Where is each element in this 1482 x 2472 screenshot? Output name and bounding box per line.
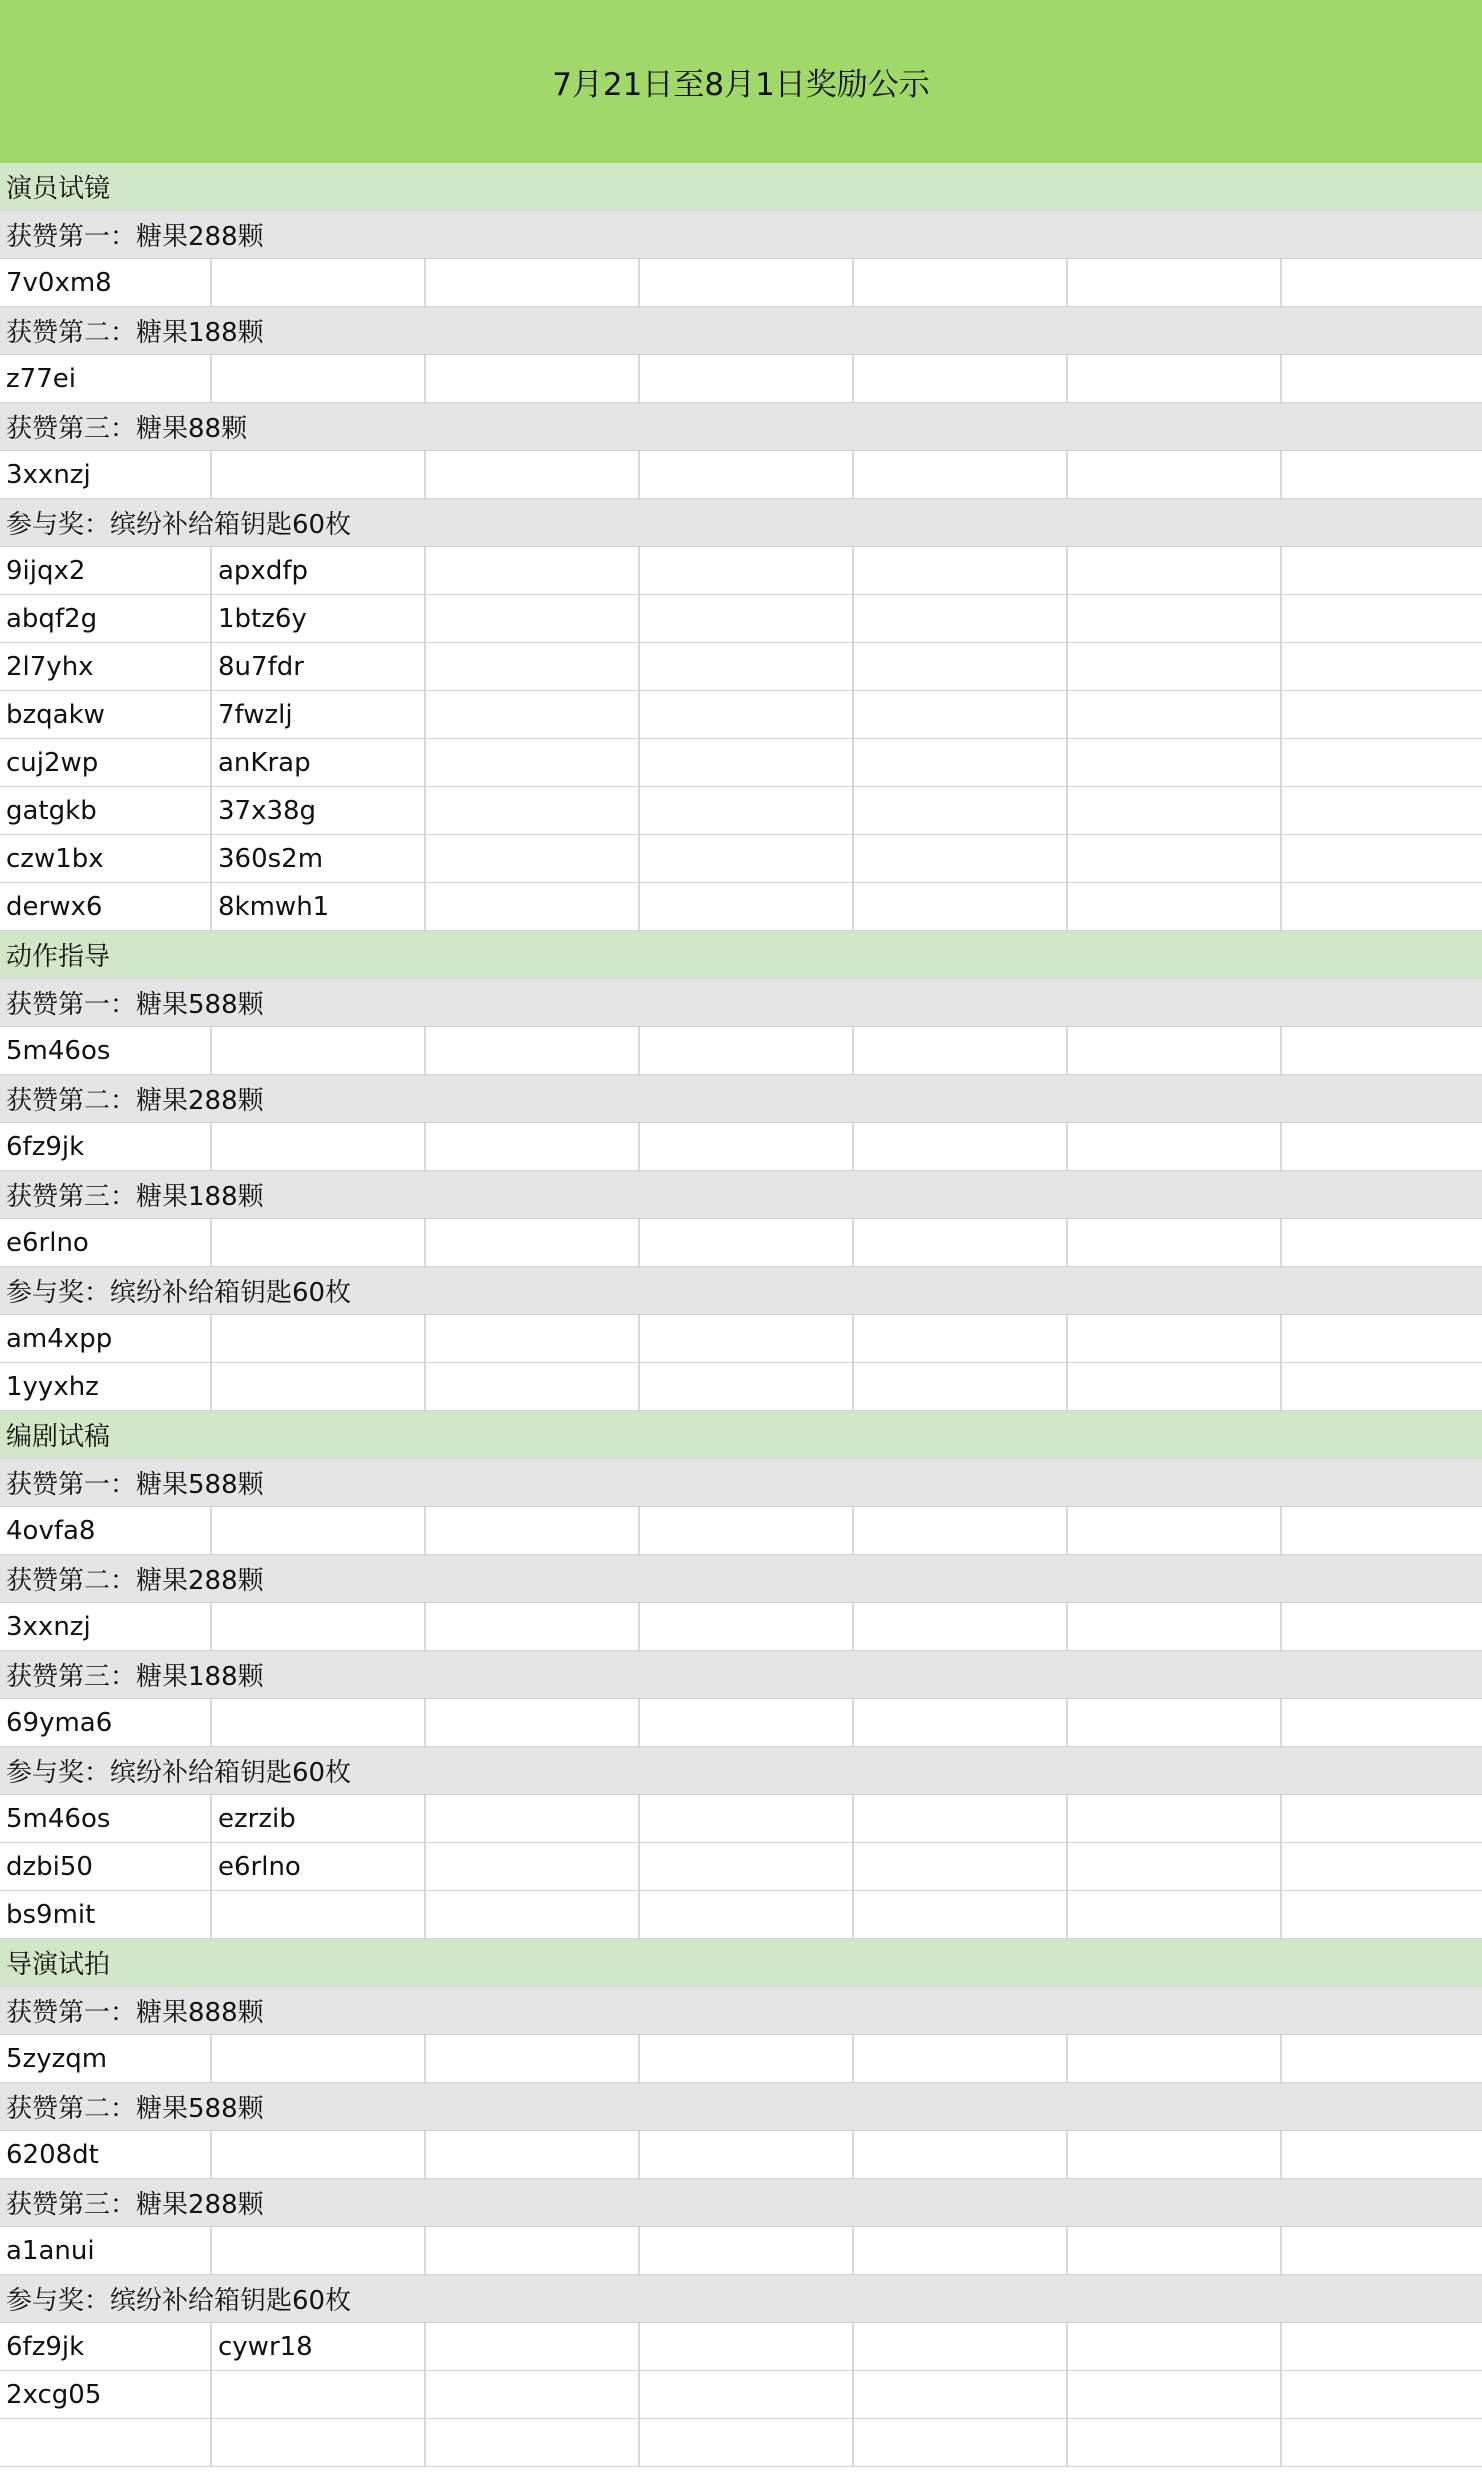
table-cell[interactable] <box>854 2131 1068 2178</box>
table-cell[interactable]: 2xcg05 <box>0 2371 212 2418</box>
table-cell[interactable] <box>426 883 640 930</box>
prize-title: 获赞第一：糖果588颗 <box>6 990 264 1020</box>
prize-header-row <box>0 2179 1482 2227</box>
table-cell[interactable]: 37x38g <box>212 787 426 834</box>
category-header-row <box>0 163 1482 211</box>
table-cell[interactable] <box>1282 2131 1470 2178</box>
category-title: 演员试镜 <box>6 174 111 204</box>
table-cell[interactable]: 1btz6y <box>212 595 426 642</box>
table-cell[interactable] <box>1068 835 1282 882</box>
table-cell[interactable] <box>1282 787 1470 834</box>
table-cell[interactable] <box>640 1843 854 1890</box>
table-cell[interactable] <box>854 1219 1068 1266</box>
table-cell[interactable] <box>1282 883 1470 930</box>
table-cell[interactable] <box>426 691 640 738</box>
table-cell[interactable] <box>854 595 1068 642</box>
table-cell[interactable] <box>640 835 854 882</box>
table-cell[interactable] <box>1068 1123 1282 1170</box>
winner-row <box>0 691 1482 739</box>
winner-row <box>0 2035 1482 2083</box>
table-cell[interactable]: 3xxnzj <box>0 451 212 498</box>
winner-row <box>0 1219 1482 1267</box>
table-cell[interactable]: gatgkb <box>0 787 212 834</box>
table-cell[interactable] <box>1068 1315 1282 1362</box>
table-cell[interactable]: 8kmwh1 <box>212 883 426 930</box>
table-cell[interactable] <box>640 1507 854 1554</box>
table-cell[interactable]: 6fz9jk <box>0 2323 212 2370</box>
prize-title: 获赞第三：糖果288颗 <box>6 2190 264 2220</box>
table-cell[interactable] <box>854 691 1068 738</box>
prize-title: 获赞第三：糖果188颗 <box>6 1662 264 1692</box>
table-cell[interactable] <box>640 1363 854 1410</box>
table-cell[interactable] <box>1068 2419 1282 2466</box>
table-cell[interactable] <box>426 1315 640 1362</box>
table-cell[interactable] <box>854 451 1068 498</box>
table-cell[interactable] <box>1068 2323 1282 2370</box>
winner-row <box>0 1027 1482 1075</box>
table-cell[interactable] <box>212 2419 426 2466</box>
table-cell[interactable] <box>854 1315 1068 1362</box>
table-cell[interactable] <box>854 2227 1068 2274</box>
table-cell[interactable] <box>854 1507 1068 1554</box>
table-cell[interactable] <box>1068 1603 1282 1650</box>
table-cell[interactable] <box>212 1219 426 1266</box>
table-cell[interactable] <box>854 2035 1068 2082</box>
table-cell[interactable] <box>212 1027 426 1074</box>
table-cell[interactable] <box>1068 739 1282 786</box>
table-cell[interactable] <box>1282 2227 1470 2274</box>
table-cell[interactable] <box>426 2035 640 2082</box>
prize-header-row <box>0 1171 1482 1219</box>
table-cell[interactable]: 69yma6 <box>0 1699 212 1746</box>
table-cell[interactable] <box>212 1699 426 1746</box>
prize-header-row <box>0 1747 1482 1795</box>
table-cell[interactable] <box>1068 1795 1282 1842</box>
table-cell[interactable] <box>1282 595 1470 642</box>
prize-title: 参与奖：缤纷补给箱钥匙60枚 <box>6 510 352 540</box>
prize-header-row <box>0 1267 1482 1315</box>
table-cell[interactable] <box>426 1843 640 1890</box>
winner-row <box>0 595 1482 643</box>
prize-title: 参与奖：缤纷补给箱钥匙60枚 <box>6 1758 352 1788</box>
table-cell[interactable] <box>1068 2035 1282 2082</box>
table-cell[interactable]: czw1bx <box>0 835 212 882</box>
table-cell[interactable] <box>640 2227 854 2274</box>
winner-row <box>0 787 1482 835</box>
table-cell[interactable] <box>426 2227 640 2274</box>
table-cell[interactable] <box>426 1795 640 1842</box>
table-cell[interactable] <box>640 643 854 690</box>
table-cell[interactable] <box>426 1699 640 1746</box>
table-cell[interactable] <box>212 1123 426 1170</box>
prize-header-row <box>0 979 1482 1027</box>
table-cell[interactable] <box>1282 1219 1470 1266</box>
table-cell[interactable] <box>854 2371 1068 2418</box>
table-cell[interactable] <box>426 547 640 594</box>
table-cell[interactable] <box>1068 2371 1282 2418</box>
sheet-title-bar <box>0 0 1482 163</box>
winner-row <box>0 643 1482 691</box>
table-cell[interactable]: 360s2m <box>212 835 426 882</box>
table-cell[interactable] <box>212 1603 426 1650</box>
winner-row <box>0 2323 1482 2371</box>
prize-title: 获赞第二：糖果188颗 <box>6 318 264 348</box>
sheet-rows <box>0 163 1482 2467</box>
table-cell[interactable]: z77ei <box>0 355 212 402</box>
table-cell[interactable] <box>1068 643 1282 690</box>
table-cell[interactable]: e6rlno <box>212 1843 426 1890</box>
winner-row <box>0 1603 1482 1651</box>
table-cell[interactable] <box>640 595 854 642</box>
winner-row <box>0 2371 1482 2419</box>
table-cell[interactable]: dzbi50 <box>0 1843 212 1890</box>
table-cell[interactable] <box>1282 259 1470 306</box>
table-cell[interactable]: 2l7yhx <box>0 643 212 690</box>
table-cell[interactable] <box>1282 1315 1470 1362</box>
table-cell[interactable] <box>640 2371 854 2418</box>
table-cell[interactable] <box>854 643 1068 690</box>
prize-title: 获赞第二：糖果288颗 <box>6 1086 264 1116</box>
table-cell[interactable] <box>1282 2323 1470 2370</box>
table-cell[interactable]: a1anui <box>0 2227 212 2274</box>
winner-row <box>0 355 1482 403</box>
table-cell[interactable] <box>1282 739 1470 786</box>
winner-row <box>0 2131 1482 2179</box>
table-cell[interactable]: e6rlno <box>0 1219 212 1266</box>
table-cell[interactable] <box>426 2131 640 2178</box>
table-cell[interactable]: 1yyxhz <box>0 1363 212 1410</box>
table-cell[interactable] <box>1068 547 1282 594</box>
prize-header-row <box>0 2275 1482 2323</box>
table-cell[interactable]: 7fwzlj <box>212 691 426 738</box>
prize-title: 获赞第一：糖果288颗 <box>6 222 264 252</box>
table-cell[interactable]: abqf2g <box>0 595 212 642</box>
table-cell[interactable] <box>640 1123 854 1170</box>
table-cell[interactable] <box>426 1363 640 1410</box>
prize-header-row <box>0 307 1482 355</box>
table-cell[interactable] <box>640 355 854 402</box>
table-cell[interactable] <box>854 835 1068 882</box>
prize-header-row <box>0 1075 1482 1123</box>
table-cell[interactable] <box>1068 451 1282 498</box>
table-cell[interactable] <box>426 595 640 642</box>
prize-header-row <box>0 1651 1482 1699</box>
table-cell[interactable] <box>640 883 854 930</box>
table-cell[interactable] <box>426 1507 640 1554</box>
table-cell[interactable]: cuj2wp <box>0 739 212 786</box>
table-cell[interactable]: anKrap <box>212 739 426 786</box>
winner-row <box>0 1843 1482 1891</box>
table-cell[interactable] <box>854 2323 1068 2370</box>
category-header-row <box>0 1939 1482 1987</box>
table-cell[interactable] <box>854 739 1068 786</box>
table-cell[interactable] <box>640 2323 854 2370</box>
table-cell[interactable] <box>1068 259 1282 306</box>
table-cell[interactable] <box>1282 2419 1470 2466</box>
table-cell[interactable] <box>212 2371 426 2418</box>
prize-title: 获赞第三：糖果88颗 <box>6 414 248 444</box>
table-cell[interactable] <box>640 739 854 786</box>
table-cell[interactable] <box>212 2227 426 2274</box>
table-cell[interactable] <box>426 1603 640 1650</box>
table-cell[interactable] <box>1282 1123 1470 1170</box>
table-cell[interactable] <box>1068 1363 1282 1410</box>
prize-title: 获赞第一：糖果888颗 <box>6 1998 264 2028</box>
table-cell[interactable] <box>854 787 1068 834</box>
table-cell[interactable] <box>1282 1795 1470 1842</box>
winner-row <box>0 1891 1482 1939</box>
winner-row <box>0 739 1482 787</box>
table-cell[interactable] <box>640 1891 854 1938</box>
winner-row <box>0 883 1482 931</box>
table-cell[interactable]: derwx6 <box>0 883 212 930</box>
table-cell[interactable]: 5zyzqm <box>0 2035 212 2082</box>
table-cell[interactable] <box>1068 1219 1282 1266</box>
table-cell[interactable] <box>426 355 640 402</box>
table-cell[interactable]: 4ovfa8 <box>0 1507 212 1554</box>
table-cell[interactable] <box>640 1315 854 1362</box>
category-header-row <box>0 931 1482 979</box>
table-cell[interactable] <box>426 643 640 690</box>
table-cell[interactable] <box>640 2419 854 2466</box>
sheet-title: 7月21日至8月1日奖励公示 <box>552 67 930 103</box>
winner-row <box>0 1123 1482 1171</box>
prize-title: 获赞第二：糖果588颗 <box>6 2094 264 2124</box>
table-cell[interactable] <box>426 835 640 882</box>
table-cell[interactable]: cywr18 <box>212 2323 426 2370</box>
category-title: 编剧试稿 <box>6 1422 111 1452</box>
table-cell[interactable] <box>854 1795 1068 1842</box>
table-cell[interactable] <box>1282 643 1470 690</box>
winner-row <box>0 1315 1482 1363</box>
table-cell[interactable] <box>1282 2035 1470 2082</box>
table-cell[interactable] <box>640 1603 854 1650</box>
table-cell[interactable] <box>640 259 854 306</box>
table-cell[interactable] <box>426 451 640 498</box>
table-cell[interactable]: bs9mit <box>0 1891 212 1938</box>
table-cell[interactable]: ezrzib <box>212 1795 426 1842</box>
table-cell[interactable] <box>426 2419 640 2466</box>
table-cell[interactable]: 8u7fdr <box>212 643 426 690</box>
winner-row <box>0 259 1482 307</box>
prize-header-row <box>0 1555 1482 1603</box>
table-cell[interactable] <box>1068 1891 1282 1938</box>
table-cell[interactable]: am4xpp <box>0 1315 212 1362</box>
table-cell[interactable]: 5m46os <box>0 1795 212 1842</box>
table-cell[interactable] <box>640 2131 854 2178</box>
table-cell[interactable] <box>212 451 426 498</box>
prize-header-row <box>0 2083 1482 2131</box>
prize-title: 获赞第二：糖果288颗 <box>6 1566 264 1596</box>
table-cell[interactable] <box>1068 2131 1282 2178</box>
table-cell[interactable] <box>1282 2371 1470 2418</box>
table-cell[interactable] <box>1068 691 1282 738</box>
table-cell[interactable]: 9ijqx2 <box>0 547 212 594</box>
table-cell[interactable] <box>1282 1891 1470 1938</box>
table-cell[interactable] <box>640 787 854 834</box>
winner-row <box>0 1507 1482 1555</box>
table-cell[interactable] <box>640 1795 854 1842</box>
winner-row <box>0 2227 1482 2275</box>
table-cell[interactable] <box>640 2035 854 2082</box>
prize-title: 参与奖：缤纷补给箱钥匙60枚 <box>6 1278 352 1308</box>
table-cell[interactable] <box>1068 1699 1282 1746</box>
table-cell[interactable] <box>1068 787 1282 834</box>
table-cell[interactable] <box>1068 883 1282 930</box>
table-cell[interactable] <box>1282 1843 1470 1890</box>
table-cell[interactable] <box>212 1315 426 1362</box>
winner-row <box>0 1699 1482 1747</box>
winner-row <box>0 1363 1482 1411</box>
table-cell[interactable] <box>426 2371 640 2418</box>
table-cell[interactable]: 6208dt <box>0 2131 212 2178</box>
table-cell[interactable] <box>854 1699 1068 1746</box>
table-cell[interactable] <box>1068 1843 1282 1890</box>
table-cell[interactable]: bzqakw <box>0 691 212 738</box>
table-cell[interactable] <box>854 259 1068 306</box>
table-cell[interactable]: 6fz9jk <box>0 1123 212 1170</box>
table-cell[interactable] <box>854 1363 1068 1410</box>
table-cell[interactable]: 3xxnzj <box>0 1603 212 1650</box>
table-cell[interactable] <box>212 2131 426 2178</box>
prize-header-row <box>0 499 1482 547</box>
table-cell[interactable] <box>1282 1363 1470 1410</box>
table-cell[interactable] <box>1282 355 1470 402</box>
table-cell[interactable] <box>1068 1507 1282 1554</box>
table-cell[interactable] <box>212 1507 426 1554</box>
winner-row <box>0 2419 1482 2467</box>
table-cell[interactable] <box>1068 595 1282 642</box>
table-cell[interactable] <box>1282 1699 1470 1746</box>
table-cell[interactable] <box>854 1603 1068 1650</box>
prize-title: 获赞第一：糖果588颗 <box>6 1470 264 1500</box>
table-cell[interactable] <box>1068 1027 1282 1074</box>
category-title: 动作指导 <box>6 942 111 972</box>
table-cell[interactable] <box>1282 691 1470 738</box>
prize-header-row <box>0 1459 1482 1507</box>
table-cell[interactable] <box>854 1027 1068 1074</box>
prize-header-row <box>0 211 1482 259</box>
table-cell[interactable] <box>426 259 640 306</box>
category-header-row <box>0 1411 1482 1459</box>
table-cell[interactable] <box>212 259 426 306</box>
table-cell[interactable] <box>212 2035 426 2082</box>
table-cell[interactable] <box>1068 2227 1282 2274</box>
winner-row <box>0 451 1482 499</box>
table-cell[interactable] <box>854 547 1068 594</box>
table-cell[interactable] <box>854 1123 1068 1170</box>
table-cell[interactable] <box>1282 835 1470 882</box>
table-cell[interactable] <box>1282 547 1470 594</box>
table-cell[interactable]: 5m46os <box>0 1027 212 1074</box>
table-cell[interactable] <box>640 451 854 498</box>
table-cell[interactable] <box>426 1891 640 1938</box>
table-cell[interactable]: 7v0xm8 <box>0 259 212 306</box>
table-cell[interactable] <box>854 355 1068 402</box>
category-title: 导演试拍 <box>6 1950 111 1980</box>
table-cell[interactable] <box>1282 1027 1470 1074</box>
table-cell[interactable] <box>212 1891 426 1938</box>
table-cell[interactable] <box>854 1891 1068 1938</box>
table-cell[interactable] <box>1282 1507 1470 1554</box>
table-cell[interactable] <box>640 691 854 738</box>
table-cell[interactable] <box>640 1027 854 1074</box>
table-cell[interactable] <box>1282 1603 1470 1650</box>
prize-title: 参与奖：缤纷补给箱钥匙60枚 <box>6 2286 352 2316</box>
table-cell[interactable] <box>426 787 640 834</box>
winner-row <box>0 835 1482 883</box>
table-cell[interactable] <box>426 1219 640 1266</box>
table-cell[interactable] <box>1282 451 1470 498</box>
table-cell[interactable] <box>854 883 1068 930</box>
table-cell[interactable] <box>640 1219 854 1266</box>
prize-title: 获赞第三：糖果188颗 <box>6 1182 264 1212</box>
table-cell[interactable] <box>1068 355 1282 402</box>
table-cell[interactable] <box>426 2323 640 2370</box>
prize-header-row <box>0 1987 1482 2035</box>
table-cell[interactable] <box>212 1363 426 1410</box>
table-cell[interactable] <box>854 2419 1068 2466</box>
table-cell[interactable] <box>640 547 854 594</box>
winner-row <box>0 1795 1482 1843</box>
table-cell[interactable] <box>426 1027 640 1074</box>
winner-row <box>0 547 1482 595</box>
table-cell[interactable] <box>640 1699 854 1746</box>
prize-header-row <box>0 403 1482 451</box>
table-cell[interactable] <box>212 355 426 402</box>
table-cell[interactable]: apxdfp <box>212 547 426 594</box>
table-cell[interactable] <box>854 1843 1068 1890</box>
table-cell[interactable] <box>0 2419 212 2466</box>
table-cell[interactable] <box>426 739 640 786</box>
table-cell[interactable] <box>426 1123 640 1170</box>
